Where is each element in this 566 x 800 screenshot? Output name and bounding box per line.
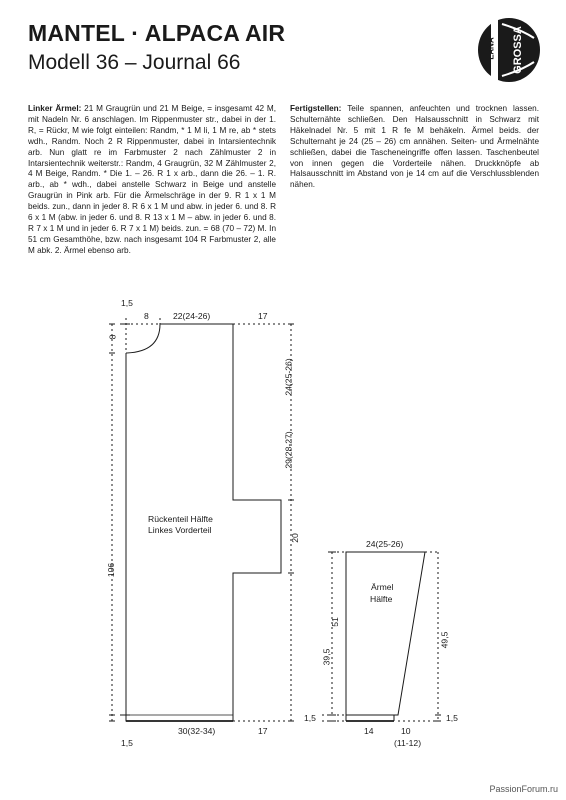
sleeve-dim-rib-right: 1,5: [446, 713, 458, 723]
sleeve-dim-bottom-left: 14: [364, 726, 374, 736]
sleeve-dim-slope: 49,5: [439, 631, 450, 649]
left-column-body: 21 M Graugrün und 21 M Beige, = insgesamt 42 M, mit Nadeln Nr. 6 anschlagen. Im Rippenmuster str., dabei in der 1. R, = Rückr, M wie folgt einteilen: Randm, * 1 M li, 1 M re, ab * stets wdh., Randm. Noch 2 R Rippenmuster, dabei in Intarsientechnik arb. Nun glatt re im Farbmuster 2 nach Zählmuster 2 in Intarsientechnik weiterstr.: Randm, 4 Graugrün, 32 M Zählmuster 2, 4 M Beige, Randm. * Die 1. – 26. R 1 x arb., dann die 26. – 1. R. arb., ab * wdh., dabei anstelle Schwarz in Beige und anstelle Graugrün in Pink arb. Für die Ärmelschräge in der 9. R 1 x 1 M beids. zun., dann in jeder 8. R 6 x 1 M und abw. in jeder 6. und 8. R 6 x 1 M (abw. in jeder 6. und 8. R 13 x 1 M – abw. in jeder 6. und 8. R 7 x 1 M und in jeder 6. R 7 x 1 M) beids. zun. = 68 (70 – 72) M. In 51 cm Gesamthöhe, bzw. nach insgesamt 104 R Farbmuster 2, alle M abk. 2. Ärmel ebenso arb.: [28, 104, 276, 255]
back-piece-label-2: Linkes Vorderteil: [148, 525, 212, 535]
dim-pocket: 20: [289, 533, 300, 543]
dim-shoulder-width: 22(24-26): [173, 311, 211, 321]
left-ärmel-instructions: [28, 104, 276, 257]
sleeve-dim-total: 51: [329, 617, 340, 627]
right-column-heading: Fertigstellen:: [290, 104, 342, 113]
page-subtitle: Modell 36 – Journal 66: [28, 51, 241, 74]
dim-bottom-width: 30(32-34): [178, 726, 216, 736]
back-piece-label-1: Rückenteil Hälfte: [148, 514, 213, 524]
dim-neck-width: 8: [144, 311, 149, 321]
sleeve-dim-rib-left: 1,5: [304, 713, 316, 723]
dim-mid: 29(28-27): [283, 431, 294, 469]
schematic-diagram: [0, 290, 566, 770]
sleeve-label-1: Ärmel: [371, 582, 394, 592]
dim-right-offset: 17: [258, 311, 268, 321]
sleeve-dim-bottom-right: 10: [401, 726, 411, 736]
watermark: PassionForum.ru: [489, 784, 558, 794]
dim-armhole: 24(25-26): [283, 358, 294, 396]
sleeve-dim-top: 24(25-26): [366, 539, 404, 549]
logo-text-lana: LANA: [486, 37, 496, 60]
fertigstellen-instructions: [290, 104, 539, 191]
page-title: MANTEL · ALPACA AIR: [28, 20, 286, 46]
dim-bottom-left: 1,5: [121, 738, 133, 748]
brand-logo: [476, 16, 542, 84]
left-column-heading: Linker Ärmel:: [28, 104, 82, 113]
logo-text-grossa: GROSSA: [511, 26, 524, 74]
sleeve-label-2: Hälfte: [370, 594, 393, 604]
sleeve-outline: [346, 552, 425, 715]
dim-back-height: 106: [106, 562, 117, 578]
sleeve-dim-lower: 39,5: [321, 648, 332, 666]
right-column-body: Teile spannen, anfeuchten und trocknen lassen. Schulternähte schließen. Den Halsausschnitt in Schwarz mit Häkelnadel Nr. 5 mit 1 R fe M behäkeln. Ärmel beids. der Schulternaht je 24 (25 – 26) cm annähen. Seiten- und Ärmelnähte schließen, dabei die Tascheneingriffe offen lassen. Taschenbeutel von innen gegen die Vorderteile nähen. Druckknöpfe ab Halsausschnitt im Abstand von je 14 cm auf die Verschlussblenden nähen.: [290, 104, 539, 190]
dim-bottom-right: 17: [258, 726, 268, 736]
dim-neck-depth: 8: [107, 334, 118, 340]
sleeve-dim-bottom-right-sizes: (11-12): [394, 738, 422, 748]
dim-top-left: 1,5: [121, 298, 133, 308]
